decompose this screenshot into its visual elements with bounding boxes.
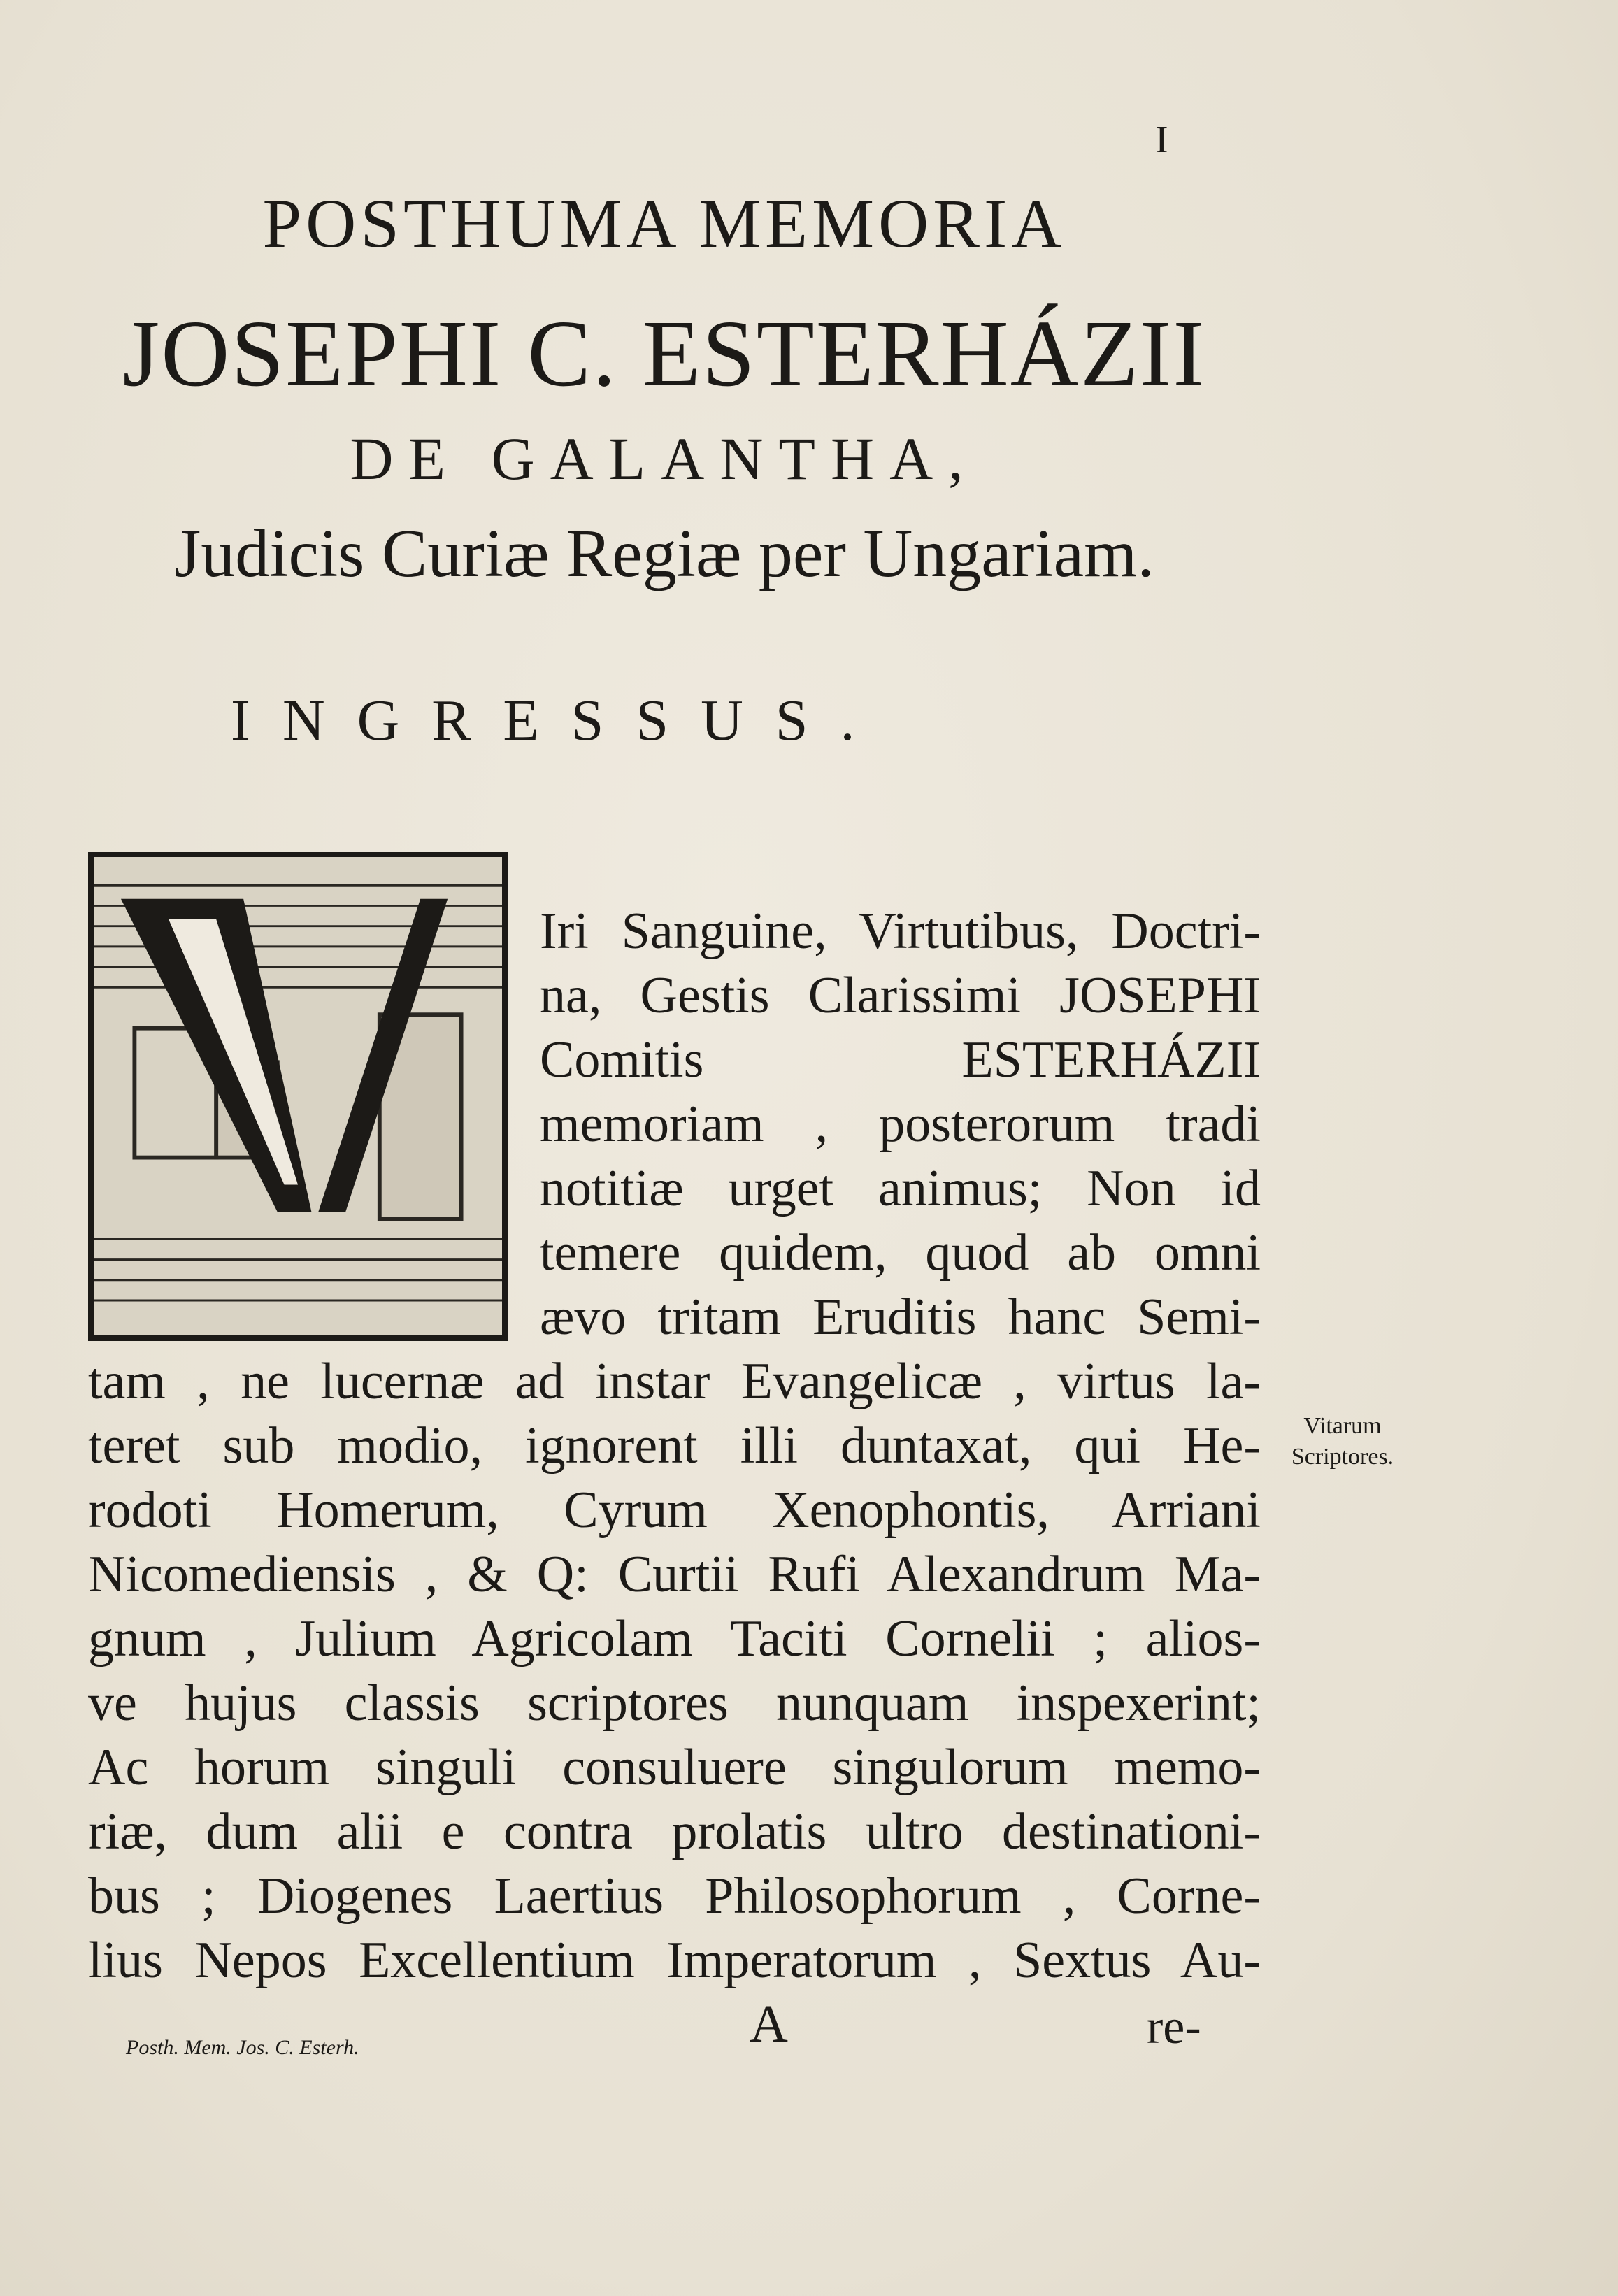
section-heading: INGRESSUS. bbox=[231, 688, 887, 753]
page-number: I bbox=[1155, 118, 1168, 162]
body-line-9: teret sub modio, ignorent illi duntaxat, qui He- bbox=[88, 1417, 1261, 1475]
body-line-12: gnum , Julium Agricolam Taciti Cornelii ; alios- bbox=[88, 1610, 1261, 1667]
body-line-6: temere quidem, quod ab omni bbox=[540, 1224, 1261, 1282]
body-line-10: rodoti Homerum, Cyrum Xenophontis, Arriani bbox=[88, 1481, 1261, 1539]
body-line-3: Comitis ESTERHÁZII bbox=[540, 1031, 1261, 1089]
body-line-16: bus ; Diogenes Laertius Philosophorum , Corne- bbox=[88, 1867, 1261, 1925]
margin-note bbox=[1266, 1411, 1419, 1472]
signature-mark: Posth. Mem. Jos. C. Esterh. bbox=[126, 2036, 359, 2059]
title-line-2: JOSEPHI C. ESTERHÁZII bbox=[122, 301, 1206, 406]
title-line-1: POSTHUMA MEMORIA bbox=[262, 185, 1066, 262]
signature-letter: A bbox=[750, 1995, 788, 2053]
body-line-11: Nicomediensis , & Q: Curtii Rufi Alexandrum Ma- bbox=[88, 1546, 1261, 1603]
body-line-4: memoriam , posterorum tradi bbox=[540, 1096, 1261, 1153]
body-line-2: na, Gestis Clarissimi JOSEPHI bbox=[540, 967, 1261, 1024]
margin-note-line-2: Scriptores. bbox=[1291, 1444, 1394, 1470]
body-line-15: riæ, dum alii e contra prolatis ultro destinationi- bbox=[88, 1803, 1261, 1860]
title-line-3: DE GALANTHA, bbox=[350, 425, 979, 492]
body-line-7: ævo tritam Eruditis hanc Semi- bbox=[540, 1289, 1261, 1346]
body-line-8: tam , ne lucernæ ad instar Evangelicæ , virtus la- bbox=[88, 1353, 1261, 1410]
woodcut-initial bbox=[88, 852, 508, 1341]
margin-note-line-1: Vitarum bbox=[1303, 1413, 1382, 1439]
title-line-4: Judicis Curiæ Regiæ per Ungariam. bbox=[174, 516, 1154, 591]
body-line-1: Iri Sanguine, Virtutibus, Doctri- bbox=[540, 903, 1261, 960]
body-line-14: Ac horum singuli consuluere singulorum memo- bbox=[88, 1739, 1261, 1796]
body-line-5: notitiæ urget animus; Non id bbox=[540, 1160, 1261, 1217]
woodcut-initial-image bbox=[94, 857, 502, 1335]
body-line-13: ve hujus classis scriptores nunquam inspexerint; bbox=[88, 1674, 1261, 1732]
catchword: re- bbox=[1147, 2000, 1201, 2054]
body-line-17: lius Nepos Excellentium Imperatorum , Sextus Au- bbox=[88, 1932, 1261, 1989]
